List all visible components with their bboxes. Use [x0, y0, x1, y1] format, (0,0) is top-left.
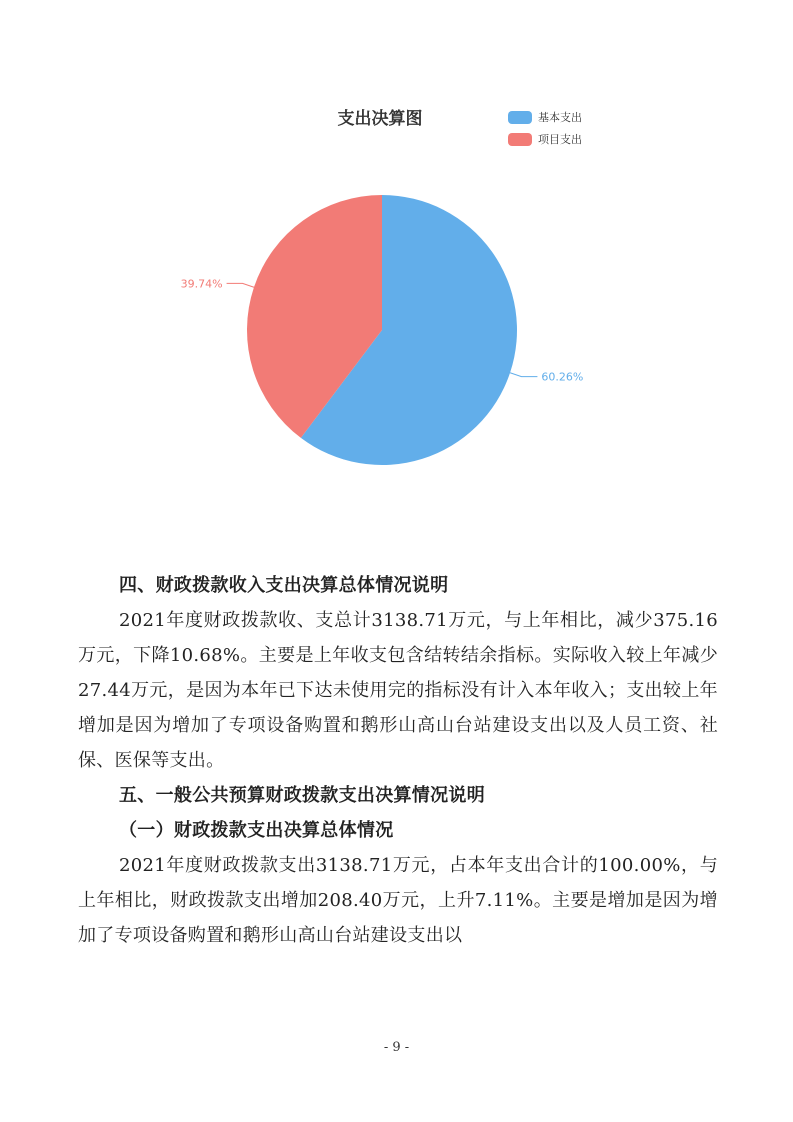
chart-title: 支出决算图 — [337, 109, 423, 129]
subsection-heading-1: （一）财政拨款支出决算总体情况 — [119, 820, 394, 841]
pie-label-basic: 60.26% — [541, 370, 584, 384]
section-heading-4: 四、财政拨款收入支出决算总体情况说明 — [119, 575, 449, 596]
section-heading-5: 五、一般公共预算财政拨款支出决算情况说明 — [119, 785, 485, 806]
pie-label-basic-line — [510, 373, 537, 377]
paragraph-2: 2021年度财政拨款支出3138.71万元，占本年支出合计的100.00%，与上年相比，财政拨款支出增加208.40万元，上升7.11%。主要是增加是因为增加了专项设备购置和鹅形山高山台站建设支出以 — [78, 855, 718, 946]
pie-label-project-line — [227, 283, 254, 287]
expenditure-pie-chart — [0, 0, 793, 520]
legend-label-basic: 基本支出 — [538, 111, 582, 124]
legend-label-project: 项目支出 — [538, 133, 582, 146]
pie-label-project: 39.74% — [180, 277, 223, 291]
pie-svg — [0, 0, 793, 520]
page-number: - 9 - — [383, 1040, 410, 1055]
paragraph-1: 2021年度财政拨款收、支总计3138.71万元，与上年相比，减少375.16万元，下降10.68%。主要是上年收支包含结转结余指标。实际收入较上年减少27.44万元，是因为本年已下达未使用完的指标没有计入本年收入；支出较上年增加是因为增加了专项设备购置和鹅形山高山台站建设支出以及人员工资、社保、医保等支出。 — [78, 610, 718, 771]
document-body — [78, 568, 718, 953]
